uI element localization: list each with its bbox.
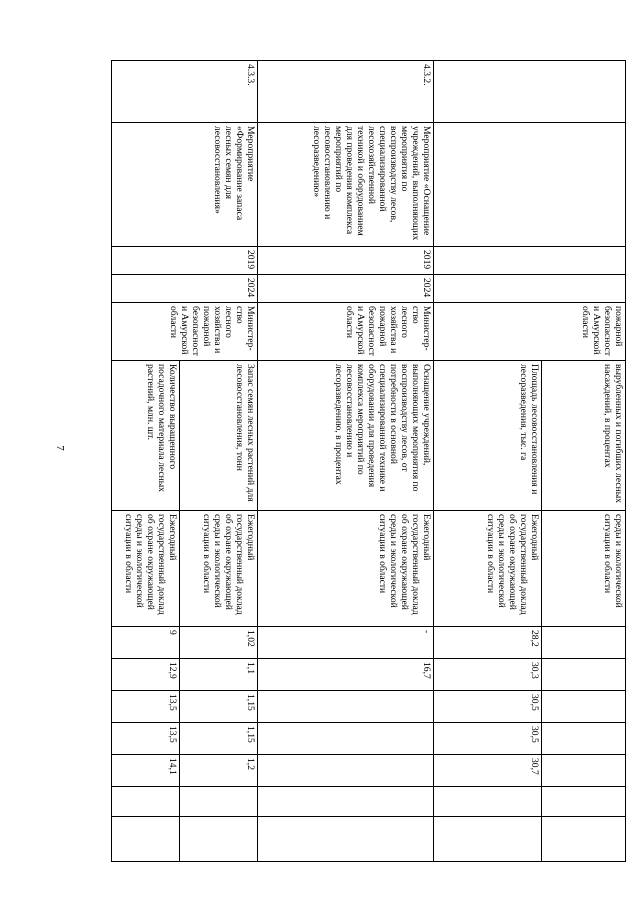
table-row <box>180 61 258 862</box>
program-table-container <box>109 60 626 839</box>
cell-value: 16,7 <box>258 659 434 691</box>
cell-indicator: Количество выращенного посадочного материала лесных растений, млн. шт. <box>112 361 180 511</box>
cell-source: Ежегодный государственный доклад об охране окружающей среды и экологической ситуации в области <box>434 511 542 627</box>
cell-value: 1,1 <box>180 659 258 691</box>
cell-value <box>434 787 542 817</box>
cell-value: 30,7 <box>434 755 542 787</box>
cell-value: - <box>258 627 434 659</box>
cell-year-end: 2024 <box>258 275 434 303</box>
cell-year-start <box>434 247 626 275</box>
cell-extra <box>180 817 258 862</box>
cell-executor: Министер- ство лесного хозяйства и пожарной безопасности Амурской области <box>258 303 434 361</box>
cell-num <box>434 61 626 123</box>
cell-value: 30,5 <box>434 691 542 723</box>
cell-value <box>542 787 626 817</box>
cell-executor: пожарной безопасности Амурской области <box>434 303 626 361</box>
cell-value: 30,3 <box>434 659 542 691</box>
cell-value: 9 <box>112 627 180 659</box>
cell-source: Ежегодный государственный доклад об охране окружающей среды и экологической ситуации в области <box>258 511 434 627</box>
cell-value: 1,02 <box>180 627 258 659</box>
cell-indicator: Площадь лесовосстановления и лесоразведения, тыс. га <box>434 361 542 511</box>
cell-value <box>258 755 434 787</box>
cell-value <box>542 691 626 723</box>
cell-value: 1,2 <box>180 755 258 787</box>
cell-extra <box>112 817 180 862</box>
cell-indicator: Запас семян лесных растений для лесовосстановления, тонн <box>180 361 258 511</box>
cell-value: 14,1 <box>112 755 180 787</box>
cell-year-start: 2019 <box>112 247 258 275</box>
table-row <box>258 61 434 862</box>
cell-indicator: Оснащение учреждений, выполняющих мероприятия по воспроизводству лесов, от потребности в основной специализированной технике и оборудовании для проведения комплекса мероприятий по лесовосстановлению и лесоразведению, в процентах <box>258 361 434 511</box>
cell-value <box>542 659 626 691</box>
cell-value <box>542 755 626 787</box>
cell-year-end: 2024 <box>112 275 258 303</box>
cell-event: Мероприятие «Оснащение учреждений, выполняющих мероприятия по воспроизводству лесов, специализированной лесохозяйственной техникой и оборудованием для проведения комплекса мероприятий по лесовосстановлению и лесоразведению» <box>258 123 434 247</box>
cell-source: среды и экологической ситуации в области <box>542 511 626 627</box>
cell-value: 13,5 <box>112 691 180 723</box>
cell-year-end <box>434 275 626 303</box>
cell-extra <box>542 817 626 862</box>
cell-value: 12,9 <box>112 659 180 691</box>
cell-value: 30,5 <box>434 723 542 755</box>
cell-event: Мероприятие «Формирование запаса лесных семян для лесовосстановления» <box>112 123 258 247</box>
cell-value <box>180 787 258 817</box>
program-table <box>111 60 626 862</box>
cell-value: 1,15 <box>180 723 258 755</box>
cell-value <box>258 691 434 723</box>
cell-extra <box>258 817 434 862</box>
cell-value: 1,15 <box>180 691 258 723</box>
cell-source: Ежегодный государственный доклад об охране окружающей среды и экологической ситуации в области <box>112 511 180 627</box>
rotated-page-area <box>109 60 626 839</box>
cell-extra <box>434 817 542 862</box>
cell-indicator: вырубленных и погибших лесных насаждений, в процентах <box>542 361 626 511</box>
cell-value: 28,2 <box>434 627 542 659</box>
cell-value <box>542 627 626 659</box>
cell-year-start: 2019 <box>258 247 434 275</box>
cell-value <box>258 787 434 817</box>
table-row <box>542 61 626 862</box>
cell-event <box>434 123 626 247</box>
cell-source: Ежегодный государственный доклад об охране окружающей среды и экологической ситуации в области <box>180 511 258 627</box>
cell-value <box>112 787 180 817</box>
cell-num: 4.3.3. <box>112 61 258 123</box>
cell-value <box>542 723 626 755</box>
cell-value <box>258 723 434 755</box>
cell-value: 13,5 <box>112 723 180 755</box>
cell-num: 4.3.2. <box>258 61 434 123</box>
cell-executor: Министер- ство лесного хозяйства и пожарной безопасности Амурской области <box>112 303 258 361</box>
page-number: 7 <box>54 445 66 451</box>
